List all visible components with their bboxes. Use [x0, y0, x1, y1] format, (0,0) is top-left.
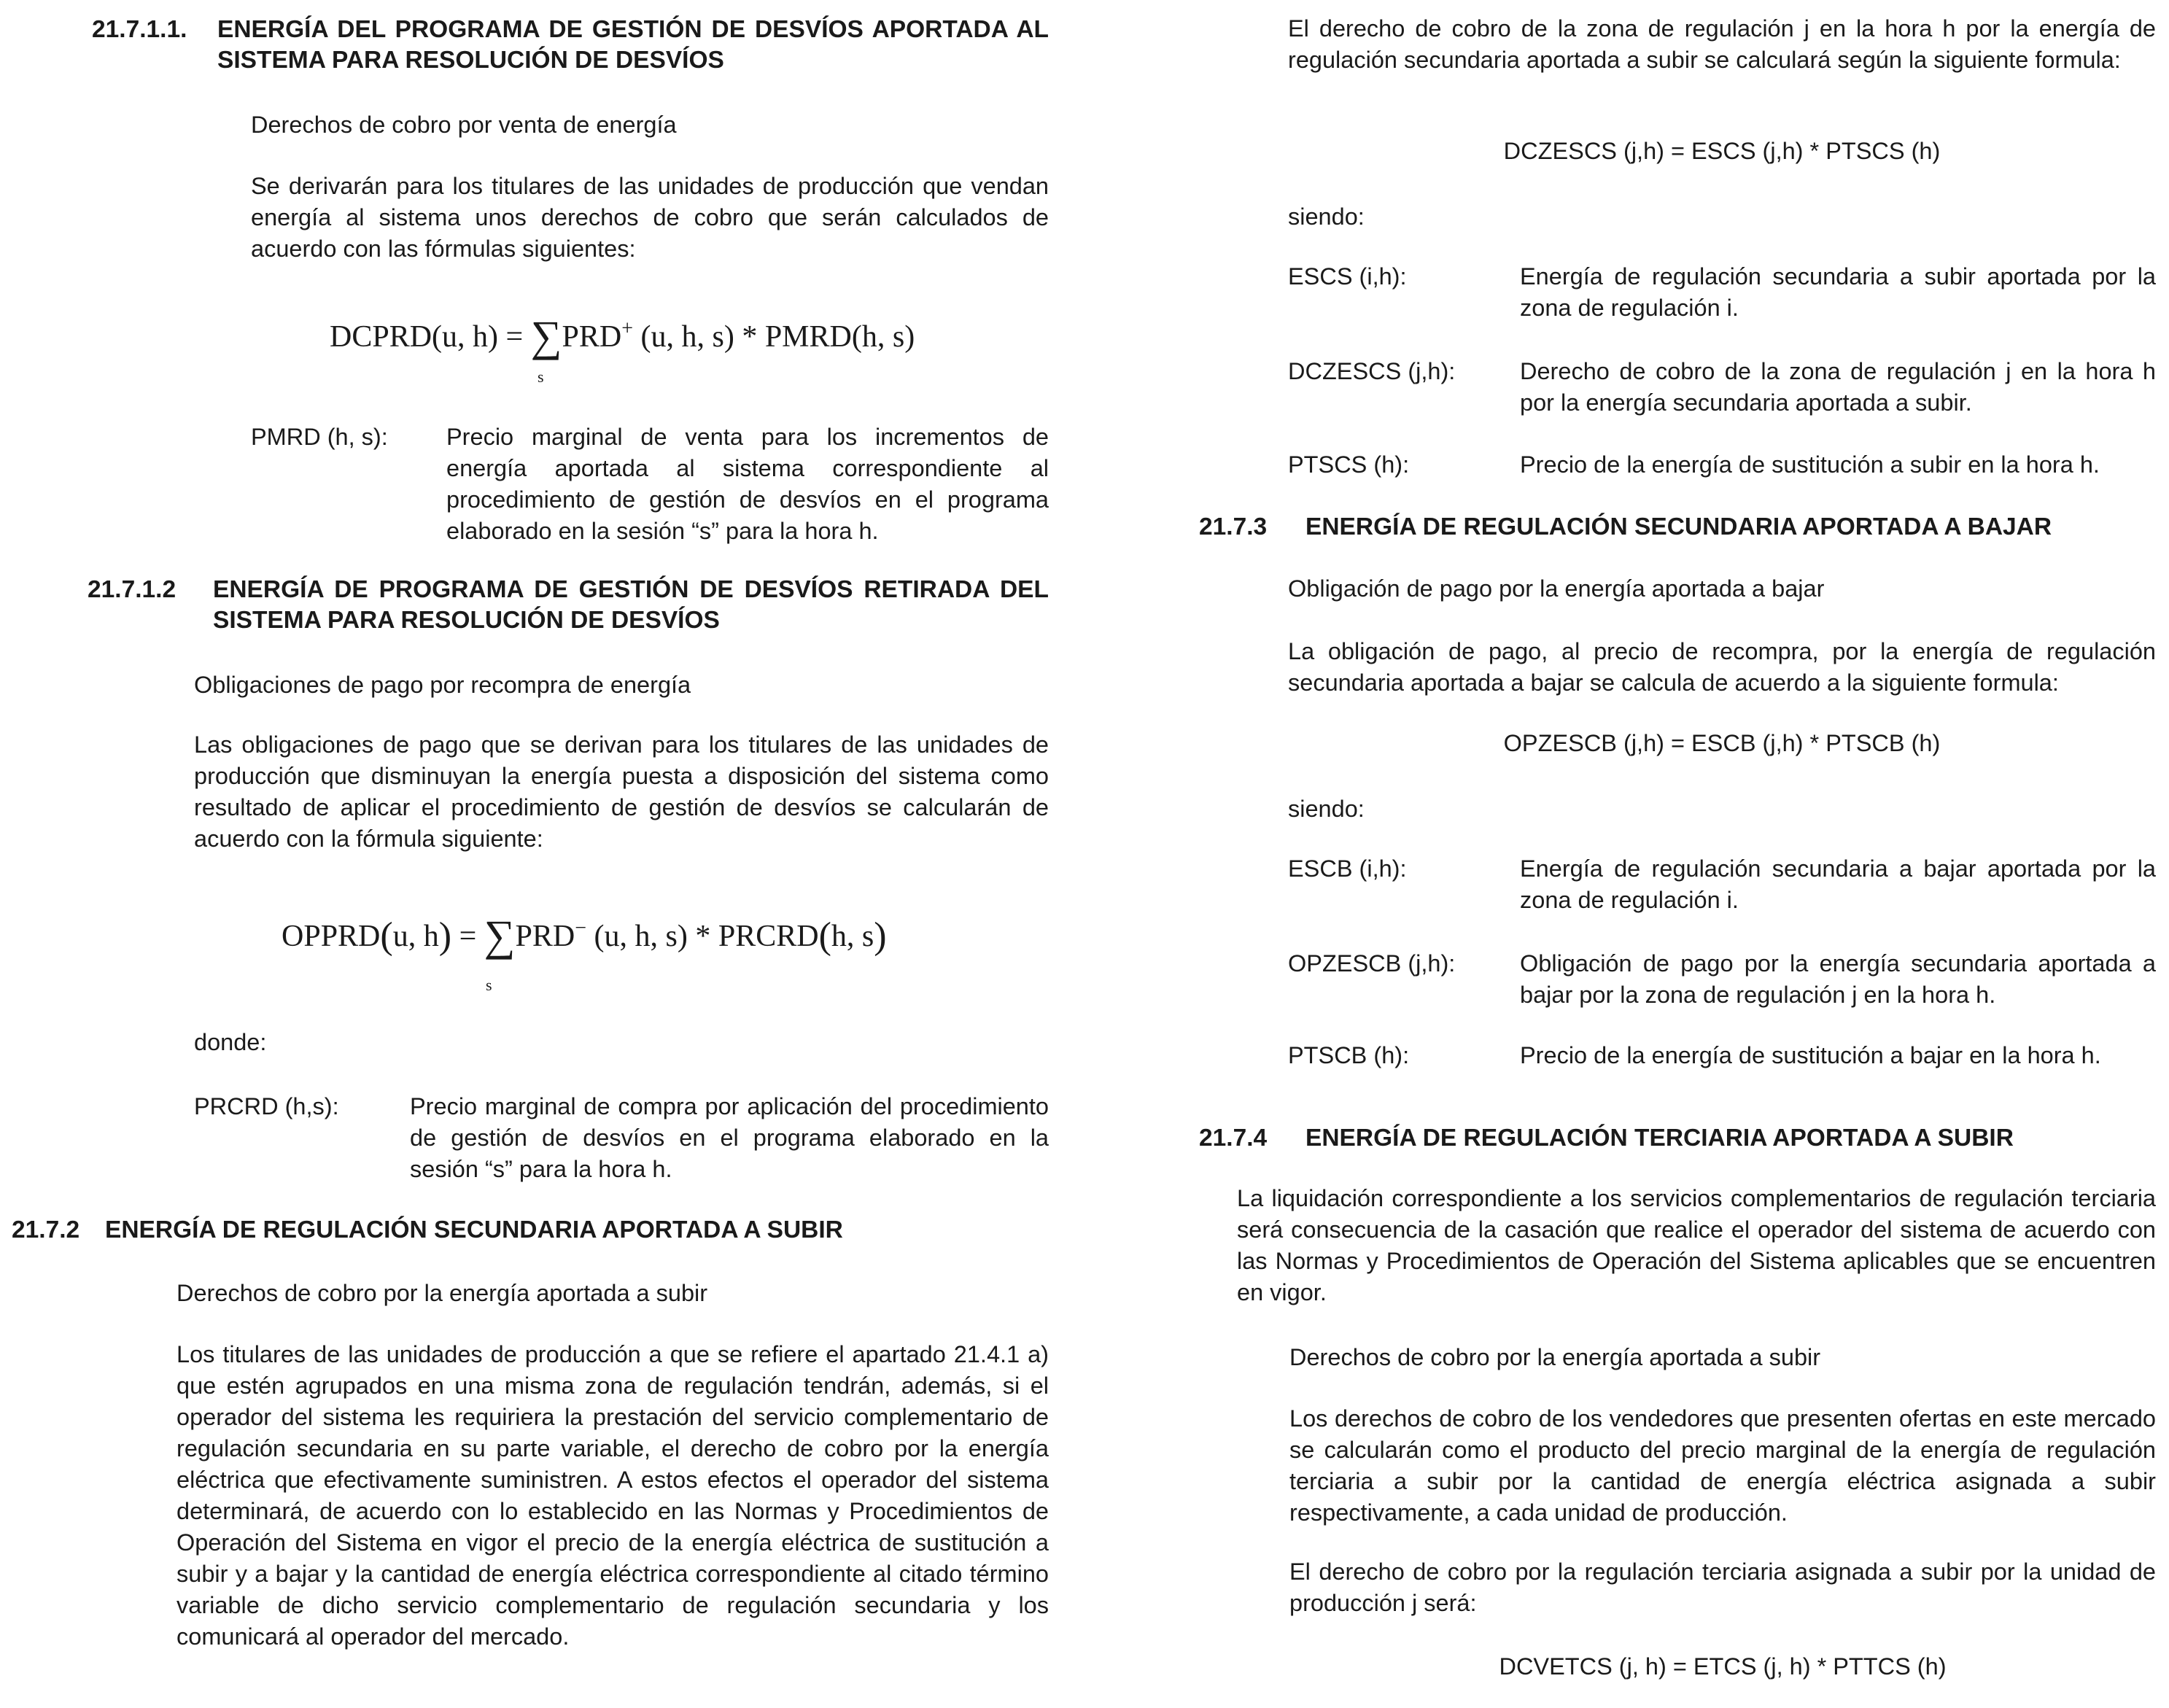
definition-term: PTSCS (h):	[1288, 451, 1410, 478]
definition-row	[194, 1091, 1049, 1186]
formula-dcprd	[330, 312, 915, 386]
definition-desc: Precio marginal de compra por aplicación del procedimiento de gestión de desvíos en el programa elaborado en la sesión “s” para la hora h.	[410, 1093, 1049, 1182]
paragraph: El derecho de cobro por la regulación terciaria asignada a subir por la unidad de producción j será:	[1289, 1558, 2156, 1616]
section-title: ENERGÍA DE REGULACIÓN SECUNDARIA APORTADA A BAJAR	[1305, 513, 2052, 540]
section-title: ENERGÍA DE REGULACIÓN SECUNDARIA APORTADA A SUBIR	[105, 1216, 843, 1243]
subsection-label: Obligación de pago por la energía aportada a bajar	[1288, 575, 1825, 602]
definition-desc: Energía de regulación secundaria a bajar aportada por la zona de regulación i.	[1520, 855, 2156, 913]
section-heading-21-7-1-2	[88, 575, 1049, 636]
definition-term: PRCRD (h,s):	[194, 1093, 339, 1119]
paragraph: Los titulares de las unidades de producción a que se refiere el apartado 21.4.1 a) que estén agrupados en una misma zona de regulación tendrán, además, si el operador del sistema les requiriera la prestación del servicio complementario de regulación secundaria en su parte variable, el derecho de cobro por la energía eléctrica que efectivamente suministren. A estos efectos el operador del sistema determinará, de acuerdo con lo establecido en las Normas y Procedimientos de Operación del Sistema en vigor el precio de la energía eléctrica de sustitución a subir y a bajar y la cantidad de energía eléctrica correspondiente al citado término variable de dicho servicio complementario de regulación secundaria y los comunicará al operador del mercado.	[176, 1341, 1049, 1650]
section-number: 21.7.2	[12, 1216, 80, 1243]
formula-superscript: −	[575, 917, 587, 939]
definition-desc: Obligación de pago por la energía secundaria aportada a bajar por la zona de regulación j en la hora h.	[1520, 950, 2156, 1008]
paragraph: La liquidación correspondiente a los servicios complementarios de regulación terciaria será consecuencia de la casación que realice el operador del sistema de acuerdo con las Normas y Procedimientos de Operación del Sistema aplicables que se encuentren en vigor.	[1237, 1185, 2156, 1305]
paragraph: El derecho de cobro de la zona de regulación j en la hora h por la energía de regulación secundaria aportada a subir se calculará según la siguiente formula:	[1288, 15, 2156, 73]
summation-index: s	[538, 368, 544, 386]
section-title: ENERGÍA DEL PROGRAMA DE GESTIÓN DE DESVÍOS APORTADA AL SISTEMA PARA RESOLUCIÓN DE DESVÍOS	[217, 16, 1049, 74]
formula-lhs-args: u, h	[392, 920, 439, 953]
paren-close: )	[438, 915, 452, 957]
paren-close: )	[874, 915, 887, 957]
section-number: 21.7.1.2	[88, 576, 176, 603]
formula-term: PRD	[562, 320, 622, 354]
siendo-label: siendo:	[1288, 203, 1365, 230]
definition-row	[1288, 449, 2156, 481]
section-title: ENERGÍA DE REGULACIÓN TERCIARIA APORTADA A SUBIR	[1305, 1125, 2014, 1152]
paren-open: (	[380, 915, 393, 957]
definition-row	[251, 422, 1049, 547]
section-heading-21-7-3	[1199, 512, 2156, 543]
formula-opzescb: OPZESCB (j,h) = ESCB (j,h) * PTSCB (h)	[1503, 730, 1941, 756]
paragraph: Las obligaciones de pago que se derivan para los titulares de las unidades de producción que disminuyan la energía puesta a disposición del sistema como resultado de aplicar el procedimiento de gestión de desvíos se calcularán de acuerdo con la fórmula siguiente:	[194, 731, 1049, 852]
paragraph: Los derechos de cobro de los vendedores que presenten ofertas en este mercado se calcularán como el producto del precio marginal de la energía de regulación terciaria a subir por la cantidad de energía eléctrica asignada a subir respectivamente, a cada unidad de producción.	[1289, 1405, 2156, 1526]
subsection-label: Derechos de cobro por venta de energía	[251, 112, 677, 138]
definition-term: OPZESCB (j,h):	[1288, 950, 1456, 977]
section-number: 21.7.3	[1199, 513, 1268, 540]
definition-desc: Precio de la energía de sustitución a bajar en la hora h.	[1520, 1042, 2101, 1068]
formula-lhs: DCPRD(u, h) =	[330, 320, 524, 354]
definition-term: DCZESCS (j,h):	[1288, 358, 1456, 384]
formula-dczescs: DCZESCS (j,h) = ESCS (j,h) * PTSCS (h)	[1503, 138, 1941, 164]
section-heading-21-7-2	[12, 1215, 1049, 1246]
formula-args: (u, h, s) * PRCRD	[594, 920, 819, 953]
summation-index: s	[486, 976, 492, 994]
formula-term: PRD	[515, 920, 575, 953]
section-number: 21.7.1.1.	[92, 16, 187, 43]
subsection-label: Obligaciones de pago por recompra de energía	[194, 672, 691, 698]
definition-desc: Derecho de cobro de la zona de regulación j en la hora h por la energía secundaria aportada a subir.	[1520, 358, 2156, 416]
definition-term: PMRD (h, s):	[251, 424, 388, 450]
summation-symbol: ∑	[530, 312, 562, 360]
section-heading-21-7-1-1	[92, 15, 1049, 76]
definition-term: ESCB (i,h):	[1288, 855, 1407, 882]
subsection-label: Derechos de cobro por la energía aportada a subir	[176, 1280, 708, 1306]
siendo-label: siendo:	[1288, 796, 1365, 822]
formula-dcvetcs: DCVETCS (j, h) = ETCS (j, h) * PTTCS (h)	[1499, 1653, 1947, 1680]
definition-desc: Energía de regulación secundaria a subir aportada por la zona de regulación i.	[1520, 263, 2156, 321]
definition-desc: Precio marginal de venta para los incrementos de energía aportada al sistema correspondiente al procedimiento de gestión de desvíos en el programa elaborado en la sesión “s” para la hora h.	[446, 424, 1049, 544]
donde-label: donde:	[194, 1029, 267, 1055]
definition-row	[1288, 261, 2156, 324]
definition-row	[1288, 1040, 2156, 1071]
definition-row	[1288, 356, 2156, 419]
definition-term: ESCS (i,h):	[1288, 263, 1407, 290]
subsection-label: Derechos de cobro por la energía aportada a subir	[1289, 1344, 1821, 1370]
definition-row	[1288, 948, 2156, 1011]
definition-term: PTSCB (h):	[1288, 1042, 1410, 1068]
paragraph: La obligación de pago, al precio de recompra, por la energía de regulación secundaria aportada a bajar se calcula de acuerdo a la siguiente formula:	[1288, 638, 2156, 696]
summation-symbol: ∑	[484, 912, 516, 960]
section-title: ENERGÍA DE PROGRAMA DE GESTIÓN DE DESVÍOS RETIRADA DEL SISTEMA PARA RESOLUCIÓN DE DESVÍOS	[213, 576, 1049, 634]
definition-row	[1288, 853, 2156, 916]
formula-rhs-args: h, s	[831, 920, 874, 953]
formula-opprd	[282, 912, 938, 994]
section-number: 21.7.4	[1199, 1125, 1268, 1152]
paren-open: (	[818, 915, 831, 957]
formula-equals: =	[459, 920, 477, 953]
paragraph: Se derivarán para los titulares de las unidades de producción que vendan energía al sistema unos derechos de cobro que serán calculados de acuerdo con las fórmulas siguientes:	[251, 173, 1049, 262]
section-heading-21-7-4	[1199, 1123, 2156, 1154]
formula-lhs: OPPRD	[282, 920, 381, 953]
formula-superscript: +	[621, 317, 633, 340]
formula-args: (u, h, s) * PMRD(h, s)	[640, 320, 915, 354]
definition-desc: Precio de la energía de sustitución a subir en la hora h.	[1520, 451, 2100, 478]
